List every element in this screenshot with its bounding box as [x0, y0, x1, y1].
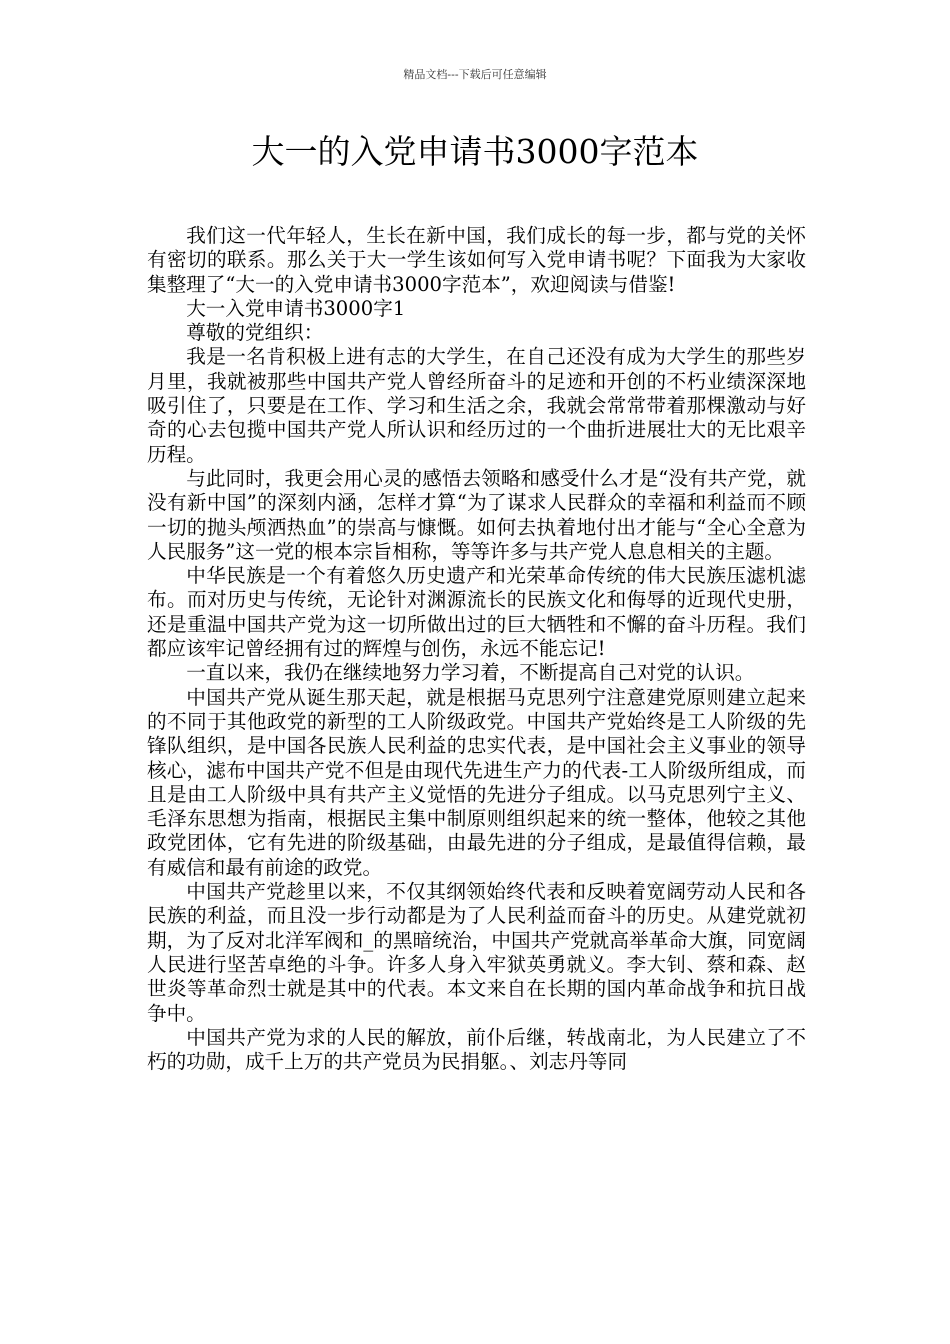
paragraph: 与此同时，我更会用心灵的感悟去领略和感受什么才是“没有共产党，就没有新中国”的深刻内涵，怎样才算“为了谋求人民群众的幸福和利益而不顾一切的抛头颅洒热血”的崇高与慷慨。如何去执着地付出才能与“全心全意为人民服务”这一党的根本宗旨相称，等等许多与共产党人息息相关的主题。 — [147, 466, 806, 563]
paragraph: 一直以来，我仍在继续地努力学习着，不断提高自己对党的认识。 — [186, 661, 755, 685]
paragraph: 中国共产党趁里以来，不仅其纲领始终代表和反映着宽阔劳动人民和各民族的利益，而且没一步行动都是为了人民利益而奋斗的历史。从建党就初期，为了反对北洋军阀和_的黑暗统治，中国共产党就高举革命大旗，同宽阔人民进行坚苦卓绝的斗争。许多人身入牢狱英勇就义。李大钊、蔡和森、赵世炎等革命烈士就是其中的代表。本文来自在长期的国内革命战争和抗日战争中。 — [147, 880, 806, 1025]
paragraph-subtitle: 大一入党申请书3000字1 — [186, 296, 406, 320]
document-body — [147, 224, 806, 1074]
paragraph: 中国共产党从诞生那天起，就是根据马克思列宁注意建党原则建立起来的不同于其他政党的新型的工人阶级政党。中国共产党始终是工人阶级的先锋队组织，是中国各民族人民利益的忠实代表，是中国社会主义事业的领导核心，滤布中国共产党不但是由现代先进生产力的代表-工人阶级所组成，而且是由工人阶级中具有共产主义觉悟的先进分子组成。以马克思列宁主义、毛泽东思想为指南，根据民主集中制原则组织起来的统一整体，他较之其他政党团体，它有先进的阶级基础，由最先进的分子组成，是最值得信赖，最有威信和最有前途的政党。 — [147, 685, 806, 879]
paragraph: 中国共产党为求的人民的解放，前仆后继，转战南北，为人民建立了不朽的功勋，成千上万的共产党员为民捐躯。、刘志丹等同 — [147, 1025, 806, 1074]
paragraph-salutation: 尊敬的党组织： — [186, 321, 324, 345]
header-note: 精品文档---下载后可任意编辑 — [403, 68, 547, 81]
paragraph: 中华民族是一个有着悠久历史遗产和光荣革命传统的伟大民族压滤机滤布。而对历史与传统，无论针对渊源流长的民族文化和侮辱的近现代史册，还是重温中国共产党为这一切所做出过的巨大牺牲和不懈的奋斗历程。我们都应该牢记曾经拥有过的辉煌与创伤，永远不能忘记! — [147, 564, 806, 661]
document-title: 大一的入党申请书3000字范本 — [251, 132, 699, 171]
paragraph-intro: 我们这一代年轻人，生长在新中国，我们成长的每一步，都与党的关怀有密切的联系。那么关于大一学生该如何写入党申请书呢？下面我为大家收集整理了“大一的入党申请书3000字范本”，欢迎阅读与借鉴! — [147, 224, 806, 296]
paragraph: 我是一名肯积极上进有志的大学生，在自己还没有成为大学生的那些岁月里，我就被那些中国共产党人曾经所奋斗的足迹和开创的不朽业绩深深地吸引住了，只要是在工作、学习和生活之余，我就会常常带着那棵激动与好奇的心去包揽中国共产党人所认识和经历过的一个曲折进展壮大的无比艰辛历程。 — [147, 345, 806, 466]
